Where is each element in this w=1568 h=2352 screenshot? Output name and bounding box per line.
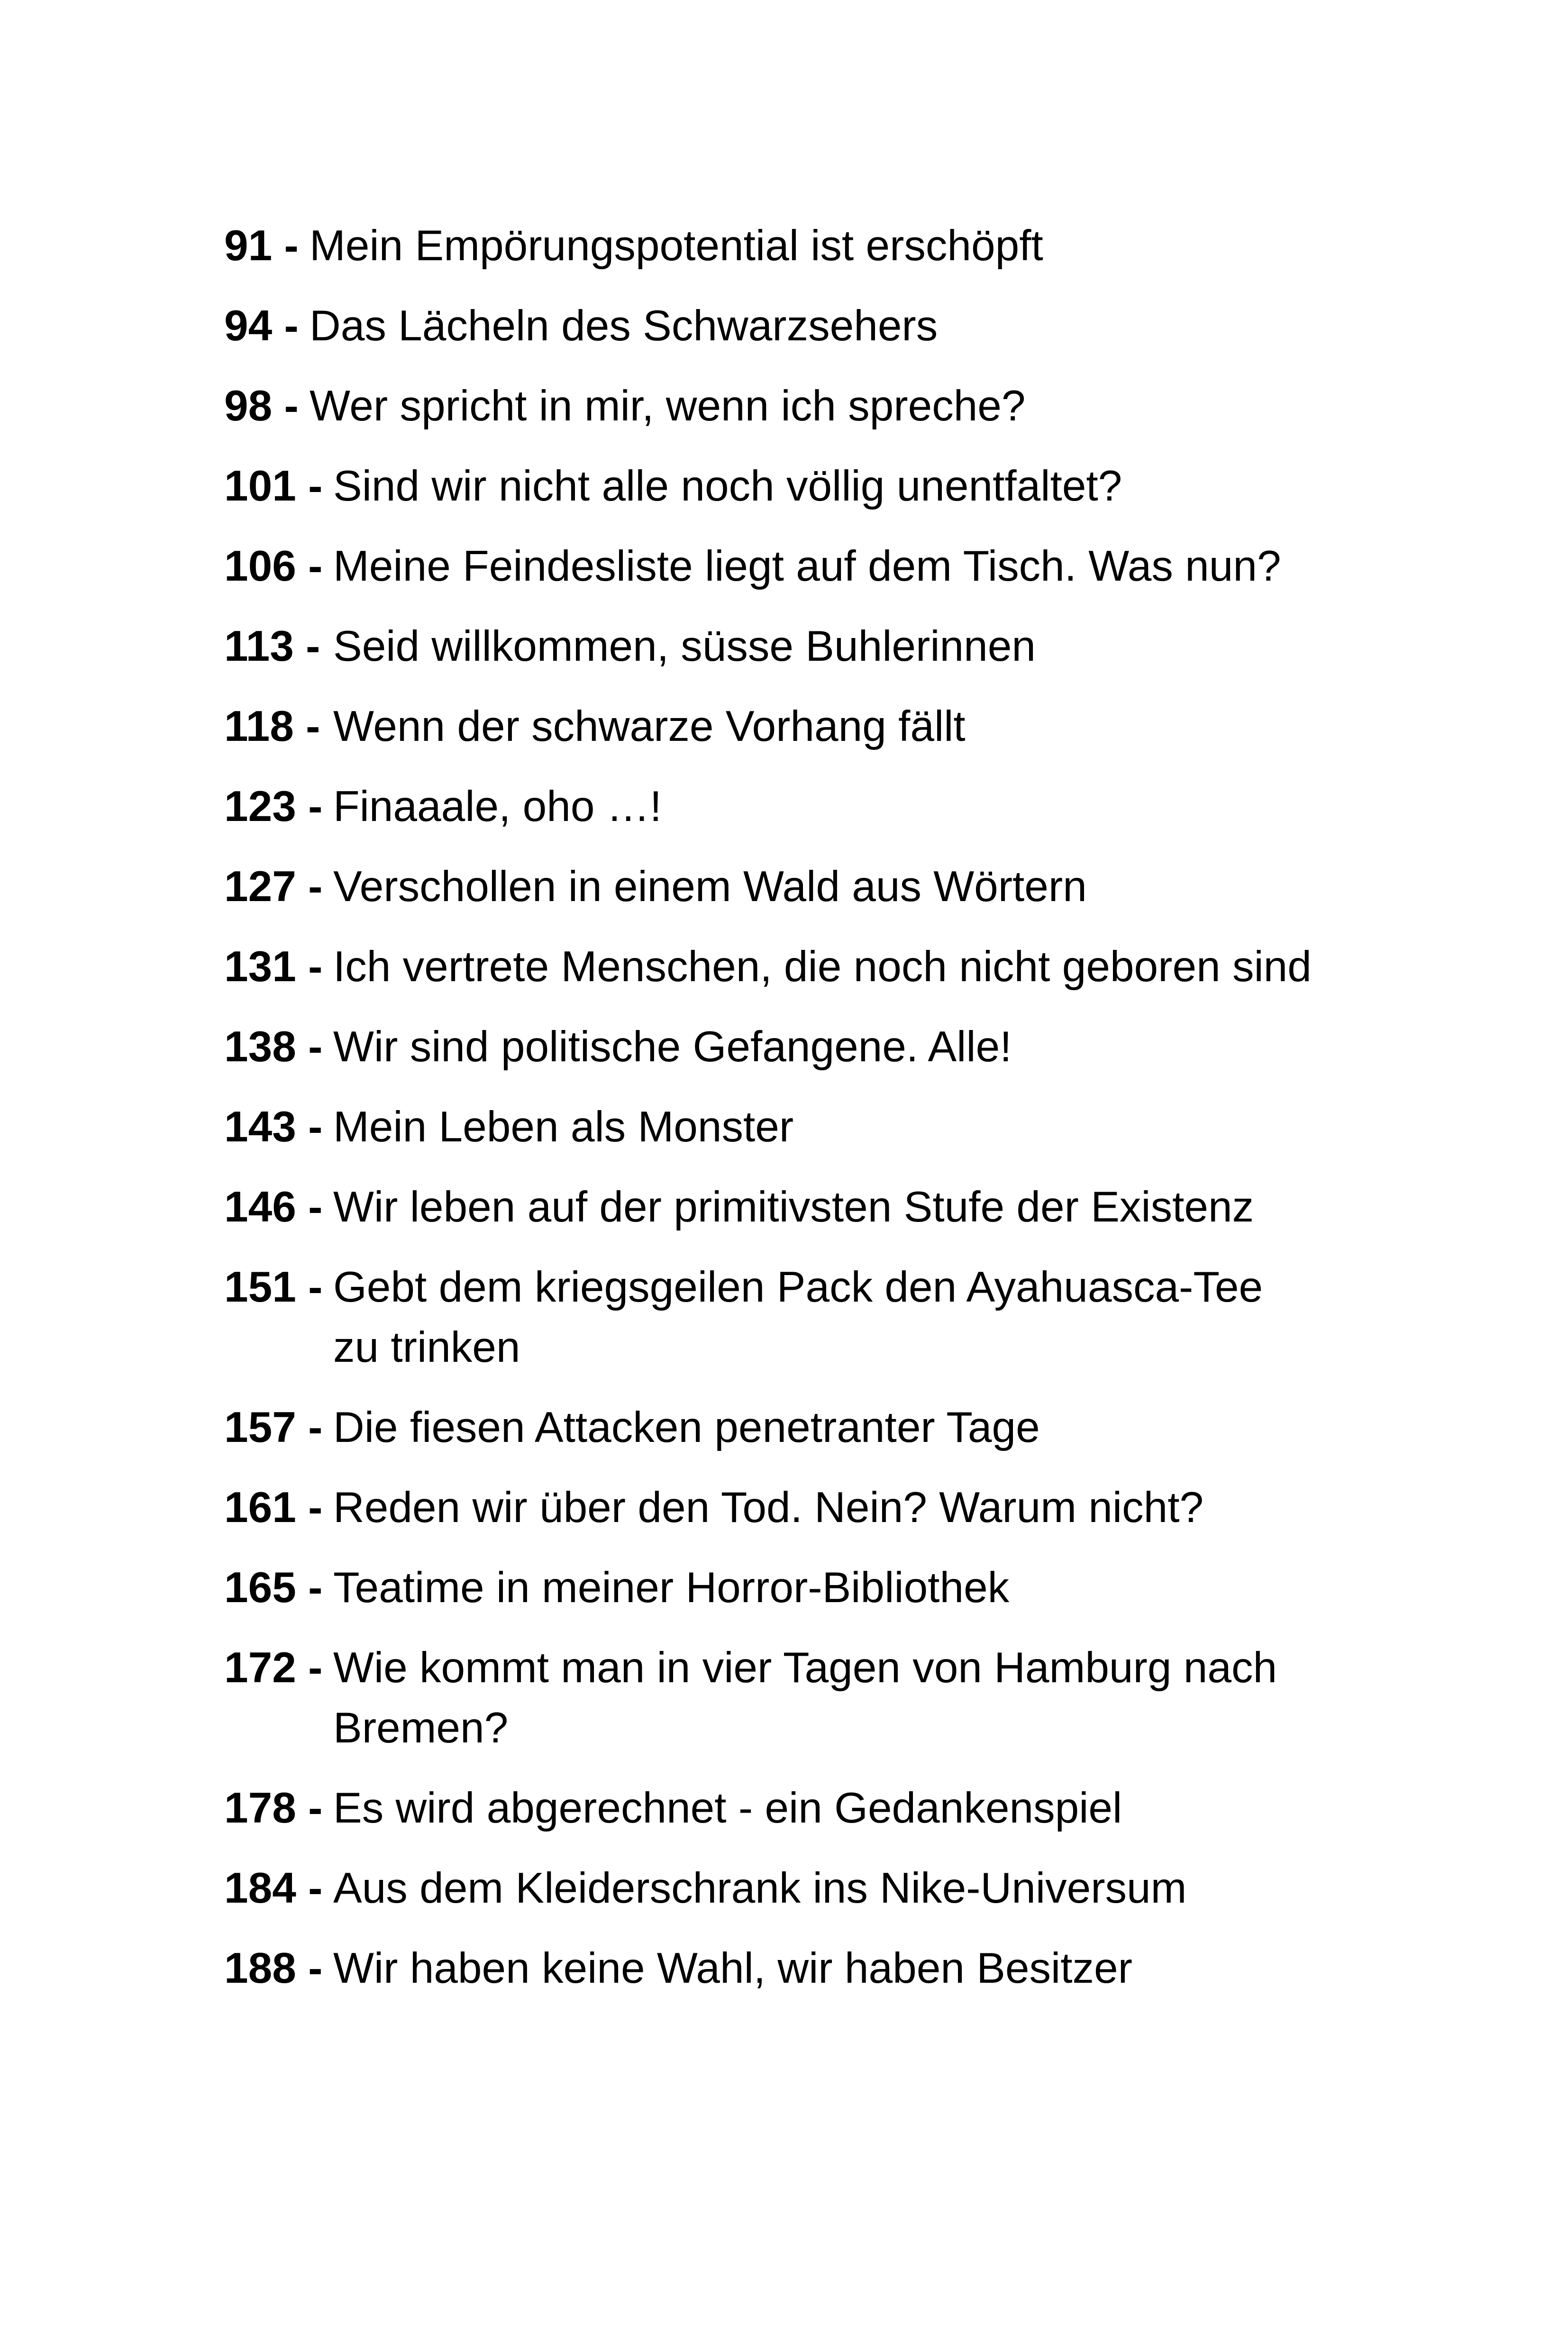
toc-page-number: 151 -: [224, 1263, 323, 1311]
toc-entry: [224, 1778, 1457, 1838]
toc-page-number: 161 -: [224, 1484, 323, 1532]
toc-title: Mein Empörungspotential ist erschöpft: [310, 222, 1043, 270]
toc-page-number: 172 -: [224, 1644, 323, 1692]
toc-title: Teatime in meiner Horror-Bibliothek: [333, 1564, 1010, 1612]
toc-page-number: 98 -: [224, 382, 299, 430]
toc-title: Wie kommt man in vier Tagen von Hamburg nach: [333, 1644, 1277, 1692]
toc-title: Das Lächeln des Schwarzsehers: [310, 302, 938, 350]
toc-entry: [224, 1017, 1457, 1077]
toc-page-number: 101 -: [224, 462, 323, 510]
toc-page-number: 165 -: [224, 1564, 323, 1612]
toc-entry: [224, 1097, 1457, 1157]
toc-page-number: 123 -: [224, 783, 323, 830]
toc-title-continuation: zu trinken: [333, 1323, 520, 1371]
toc-entry: [224, 296, 1457, 356]
toc-entry: [224, 216, 1457, 276]
toc-title: Wir leben auf der primitivsten Stufe der Existenz: [333, 1183, 1254, 1231]
toc-entry: [224, 937, 1457, 997]
toc-title: Wer spricht in mir, wenn ich spreche?: [310, 382, 1026, 430]
toc-page-number: 188 -: [224, 1944, 323, 1992]
toc-entry: [224, 1638, 1457, 1758]
toc-entry: [224, 776, 1457, 837]
toc-entry: [224, 857, 1457, 917]
toc-entry: [224, 1558, 1457, 1618]
toc-entry: [224, 1938, 1457, 1998]
toc-page-number: 143 -: [224, 1103, 323, 1151]
toc-title: Wenn der schwarze Vorhang fällt: [333, 702, 966, 750]
toc-page-number: 178 -: [224, 1784, 323, 1832]
toc-entry: [224, 1477, 1457, 1538]
toc-entry: [224, 1177, 1457, 1237]
toc-title: Aus dem Kleiderschrank ins Nike-Universum: [333, 1864, 1187, 1912]
toc-title: Reden wir über den Tod. Nein? Warum nicht?: [333, 1484, 1204, 1532]
toc-title: Wir sind politische Gefangene. Alle!: [333, 1023, 1012, 1071]
toc-page-number: 113 -: [224, 622, 320, 670]
toc-page-number: 118 -: [224, 702, 320, 750]
toc-title: Seid willkommen, süsse Buhlerinnen: [333, 622, 1036, 670]
toc-entry: [224, 1397, 1457, 1458]
toc-page-number: 106 -: [224, 542, 323, 590]
toc-title: Es wird abgerechnet - ein Gedankenspiel: [333, 1784, 1122, 1832]
table-of-contents: [224, 216, 1457, 2018]
toc-page-number: 146 -: [224, 1183, 323, 1231]
toc-page-number: 138 -: [224, 1023, 323, 1071]
toc-entry: [224, 456, 1457, 516]
toc-entry: [224, 376, 1457, 436]
toc-title: Sind wir nicht alle noch völlig unentfaltet?: [333, 462, 1122, 510]
toc-title-continuation: Bremen?: [333, 1704, 509, 1752]
toc-title: Ich vertrete Menschen, die noch nicht geboren sind: [333, 943, 1312, 991]
toc-title: Mein Leben als Monster: [333, 1103, 794, 1151]
toc-title: Meine Feindesliste liegt auf dem Tisch. Was nun?: [333, 542, 1281, 590]
toc-entry: [224, 1257, 1457, 1377]
toc-page-number: 91 -: [224, 222, 299, 270]
toc-title: Gebt dem kriegsgeilen Pack den Ayahuasca-Tee: [333, 1263, 1263, 1311]
toc-page-number: 184 -: [224, 1864, 323, 1912]
toc-title: Die fiesen Attacken penetranter Tage: [333, 1404, 1040, 1451]
toc-entry: [224, 1858, 1457, 1918]
toc-page-number: 131 -: [224, 943, 323, 991]
toc-entry: [224, 536, 1457, 596]
toc-title: Wir haben keine Wahl, wir haben Besitzer: [333, 1944, 1132, 1992]
toc-title: Verschollen in einem Wald aus Wörtern: [333, 863, 1087, 911]
toc-title: Finaaale, oho …!: [333, 783, 662, 830]
toc-page-number: 157 -: [224, 1404, 323, 1451]
toc-entry: [224, 696, 1457, 757]
toc-entry: [224, 616, 1457, 676]
toc-page-number: 127 -: [224, 863, 323, 911]
toc-page-number: 94 -: [224, 302, 299, 350]
